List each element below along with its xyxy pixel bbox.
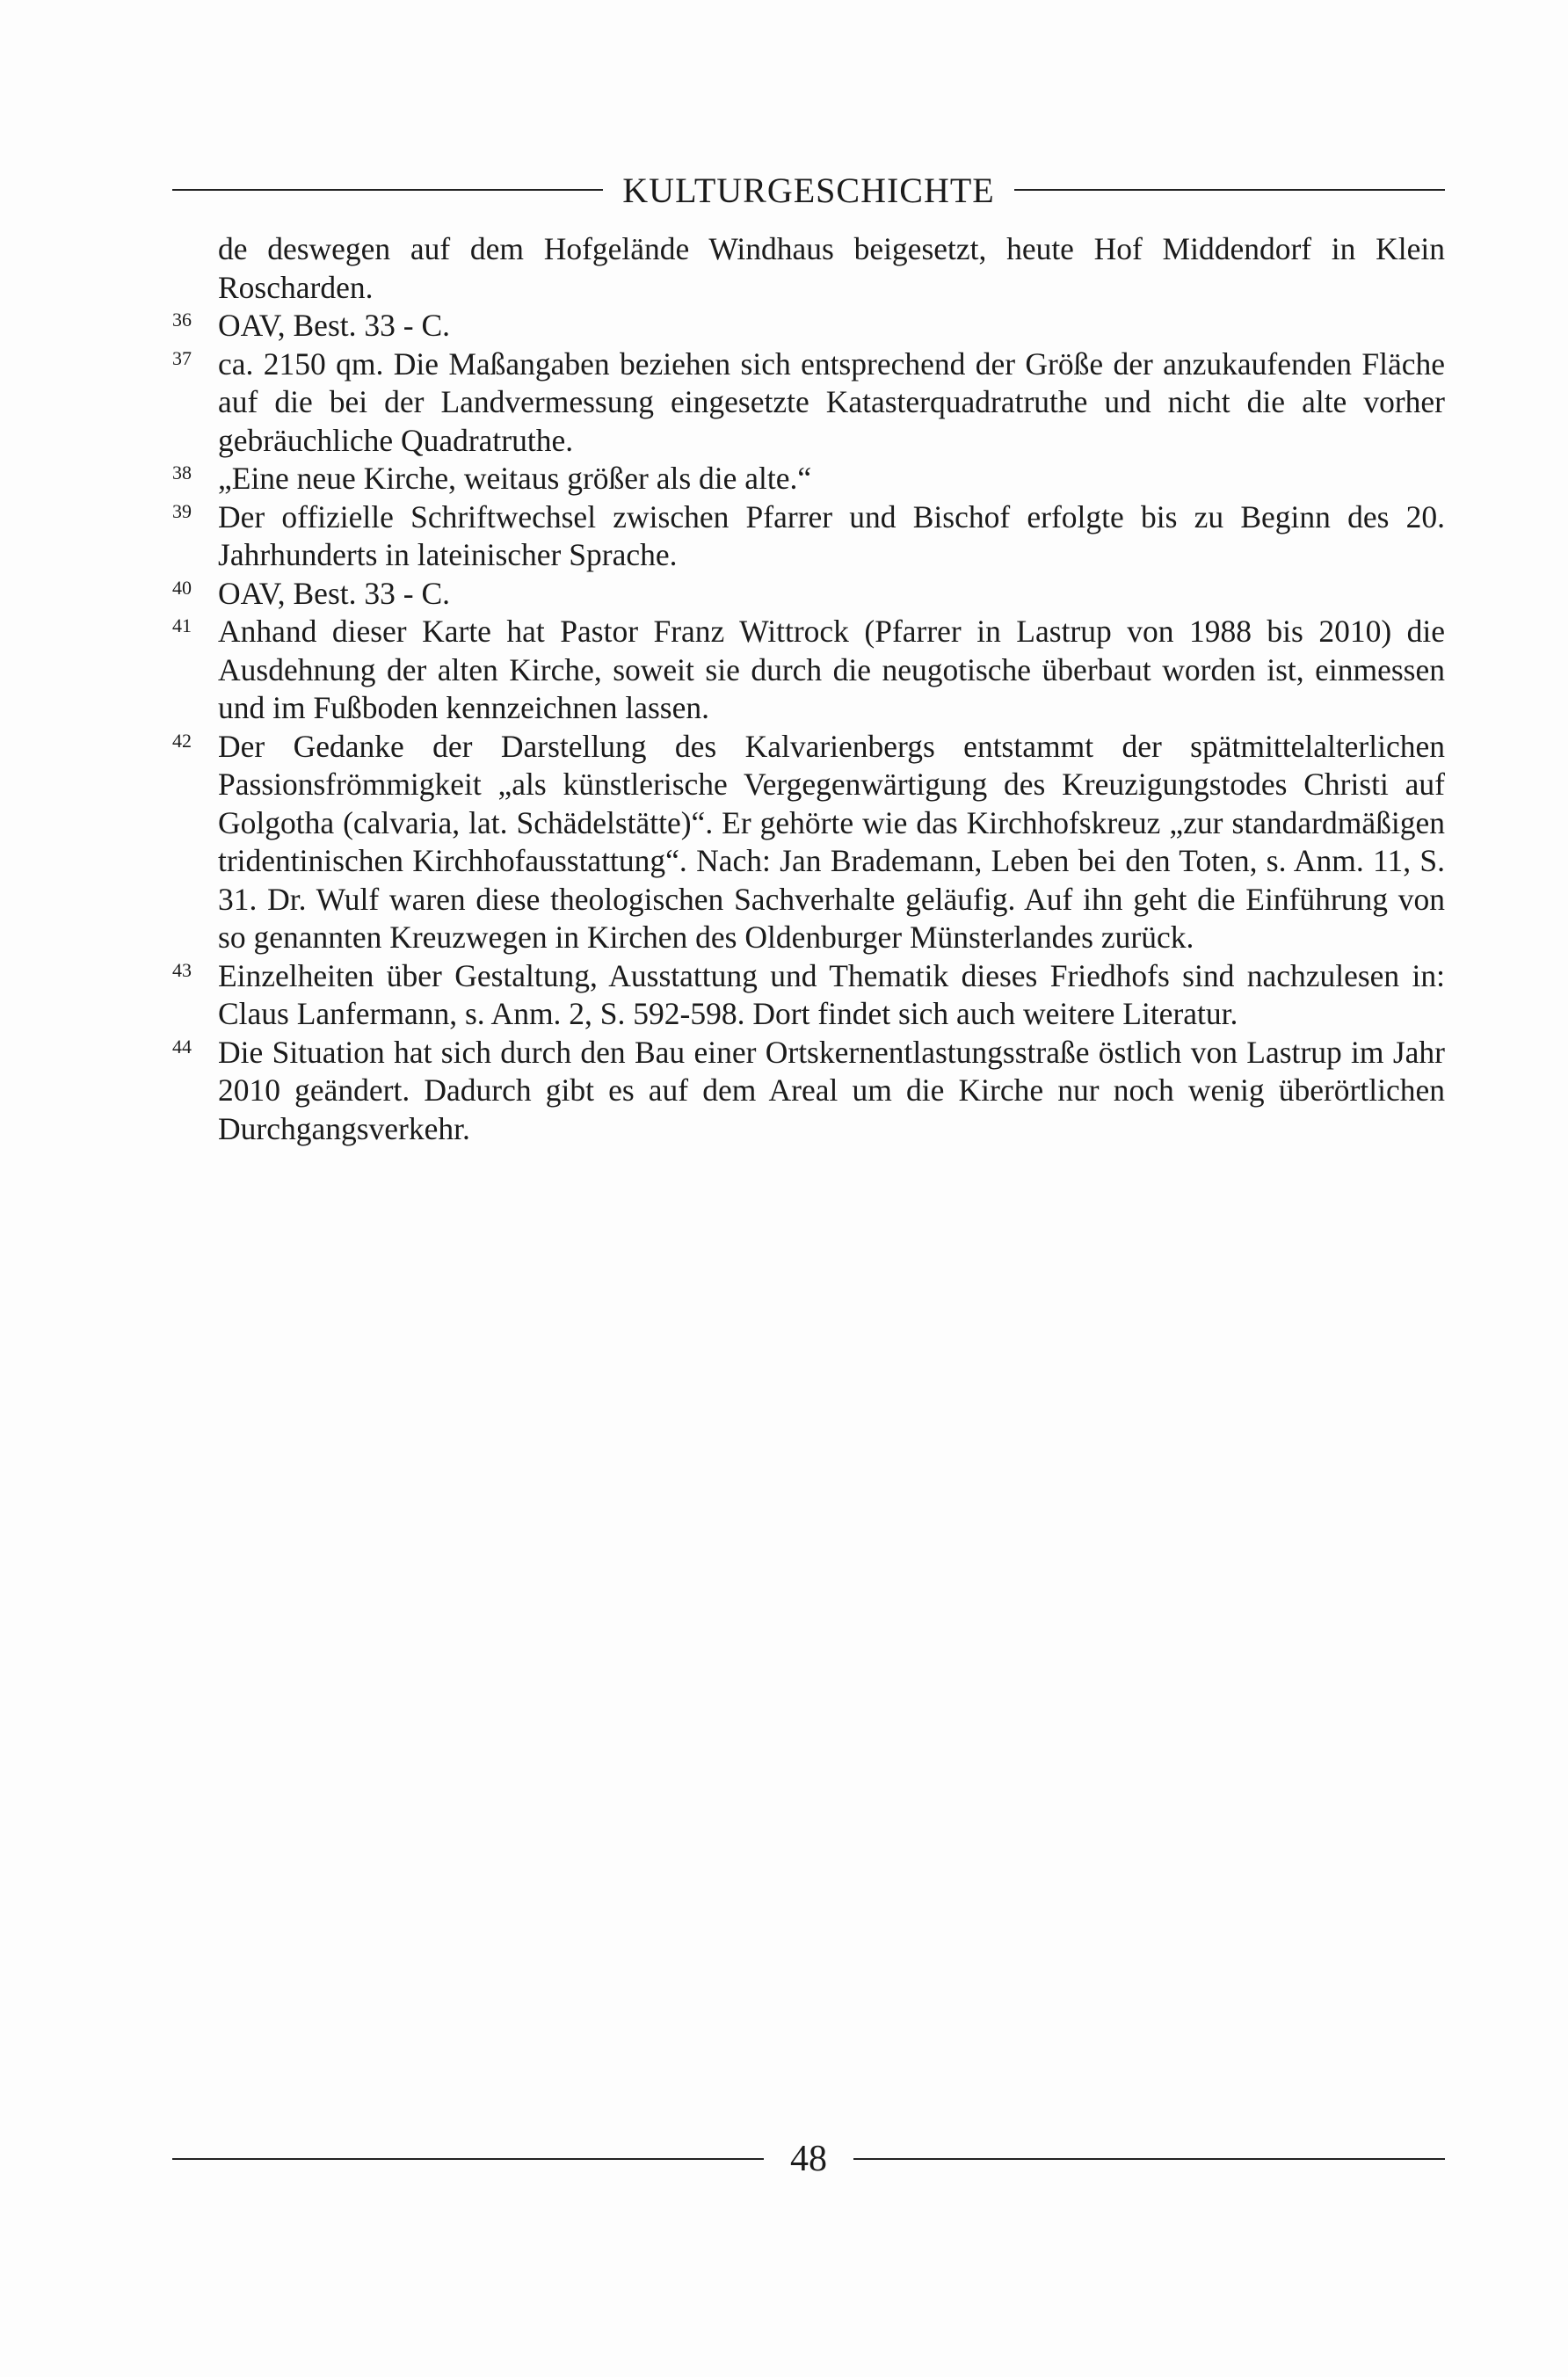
page-number: 48 [790,2139,827,2179]
footnote-number: 42 [172,729,192,752]
footnote-42 [172,728,1445,957]
footnote-text: ca. 2150 qm. Die Maßangaben beziehen sich entsprechend der Größe der anzukaufenden Fläche auf die bei der Landvermessung eingesetzte Katasterquadratruthe und nicht die alte vorher gebräuchliche Quadratruthe. [218,345,1445,458]
footnote-number: 40 [172,576,192,599]
footnote-43 [172,957,1445,1034]
footnote-text: Der offizielle Schriftwechsel zwischen Pfarrer und Bischof erfolgte bis zu Beginn des 20. Jahrhunderts in lateinischer Sprache. [218,498,1445,572]
running-header [172,164,1445,216]
footnote-number: 44 [172,1035,192,1058]
footnotes-block [172,230,1445,1148]
page-footer [172,2133,1445,2185]
footnote-text: OAV, Best. 33 - C. [218,308,450,343]
footnote-number: 43 [172,958,192,981]
footer-rule-right [853,2158,1445,2160]
footnote-37 [172,345,1445,461]
footnote-text: OAV, Best. 33 - C. [218,575,450,611]
footnote-38 [172,460,1445,498]
footnote-36 [172,307,1445,345]
footnote-continuation: de deswegen auf dem Hofgelände Windhaus beigesetzt, heute Hof Middendorf in Klein Roscharden. [218,231,1445,305]
footer-rule-left [172,2158,764,2160]
footnote-number: 37 [172,346,192,369]
header-title: KULTURGESCHICHTE [622,170,995,210]
footnote-text: Einzelheiten über Gestaltung, Ausstattung und Thematik dieses Friedhofs sind nachzulesen in: Claus Lanfermann, s. Anm. 2, S. 592-598. Dort findet sich auch weitere Literatur. [218,957,1445,1031]
footnote-text: Der Gedanke der Darstellung des Kalvarienbergs entstammt der spätmittelalterlichen Passionsfrömmigkeit „als künstlerische Vergegenwärtigung des Kreuzigungstodes Christi auf Golgotha (calvaria, lat. Schädelstätte)“. Er gehörte wie das Kirchhofskreuz „zur standardmäßigen tridentinischen Kirchhofausstattung“. Nach: Jan Brademann, Leben bei den Toten, s. Anm. 11, S. 31. Dr. Wulf waren diese theologischen Sachverhalte geläufig. Auf ihn geht die Einführung von so genannten Kreuzwegen in Kirchen des Oldenburger Münsterlandes zurück. [218,728,1445,955]
footnote-text: Anhand dieser Karte hat Pastor Franz Wittrock (Pfarrer in Lastrup von 1988 bis 2010) die Ausdehnung der alten Kirche, soweit sie durch die neugotische überbaut worden ist, einmessen und im Fußboden kennzeichnen lassen. [218,614,1445,725]
footnote-number: 38 [172,462,192,483]
footnote-text: „Eine neue Kirche, weitaus größer als die alte.“ [218,461,812,496]
footnote-44 [172,1034,1445,1149]
footnote-number: 41 [172,614,192,636]
footnote-number: 39 [172,499,192,522]
header-rule-right [1014,189,1445,191]
footnote-40 [172,575,1445,614]
footnote-41 [172,613,1445,728]
header-rule-left [172,189,603,191]
footnote-39 [172,498,1445,575]
footnote-text: Die Situation hat sich durch den Bau einer Ortskernentlastungsstraße östlich von Lastrup im Jahr 2010 geändert. Dadurch gibt es auf dem Areal um die Kirche nur noch wenig überörtlichen Durchgangsverkehr. [218,1034,1445,1146]
footnote-number: 36 [172,309,192,331]
